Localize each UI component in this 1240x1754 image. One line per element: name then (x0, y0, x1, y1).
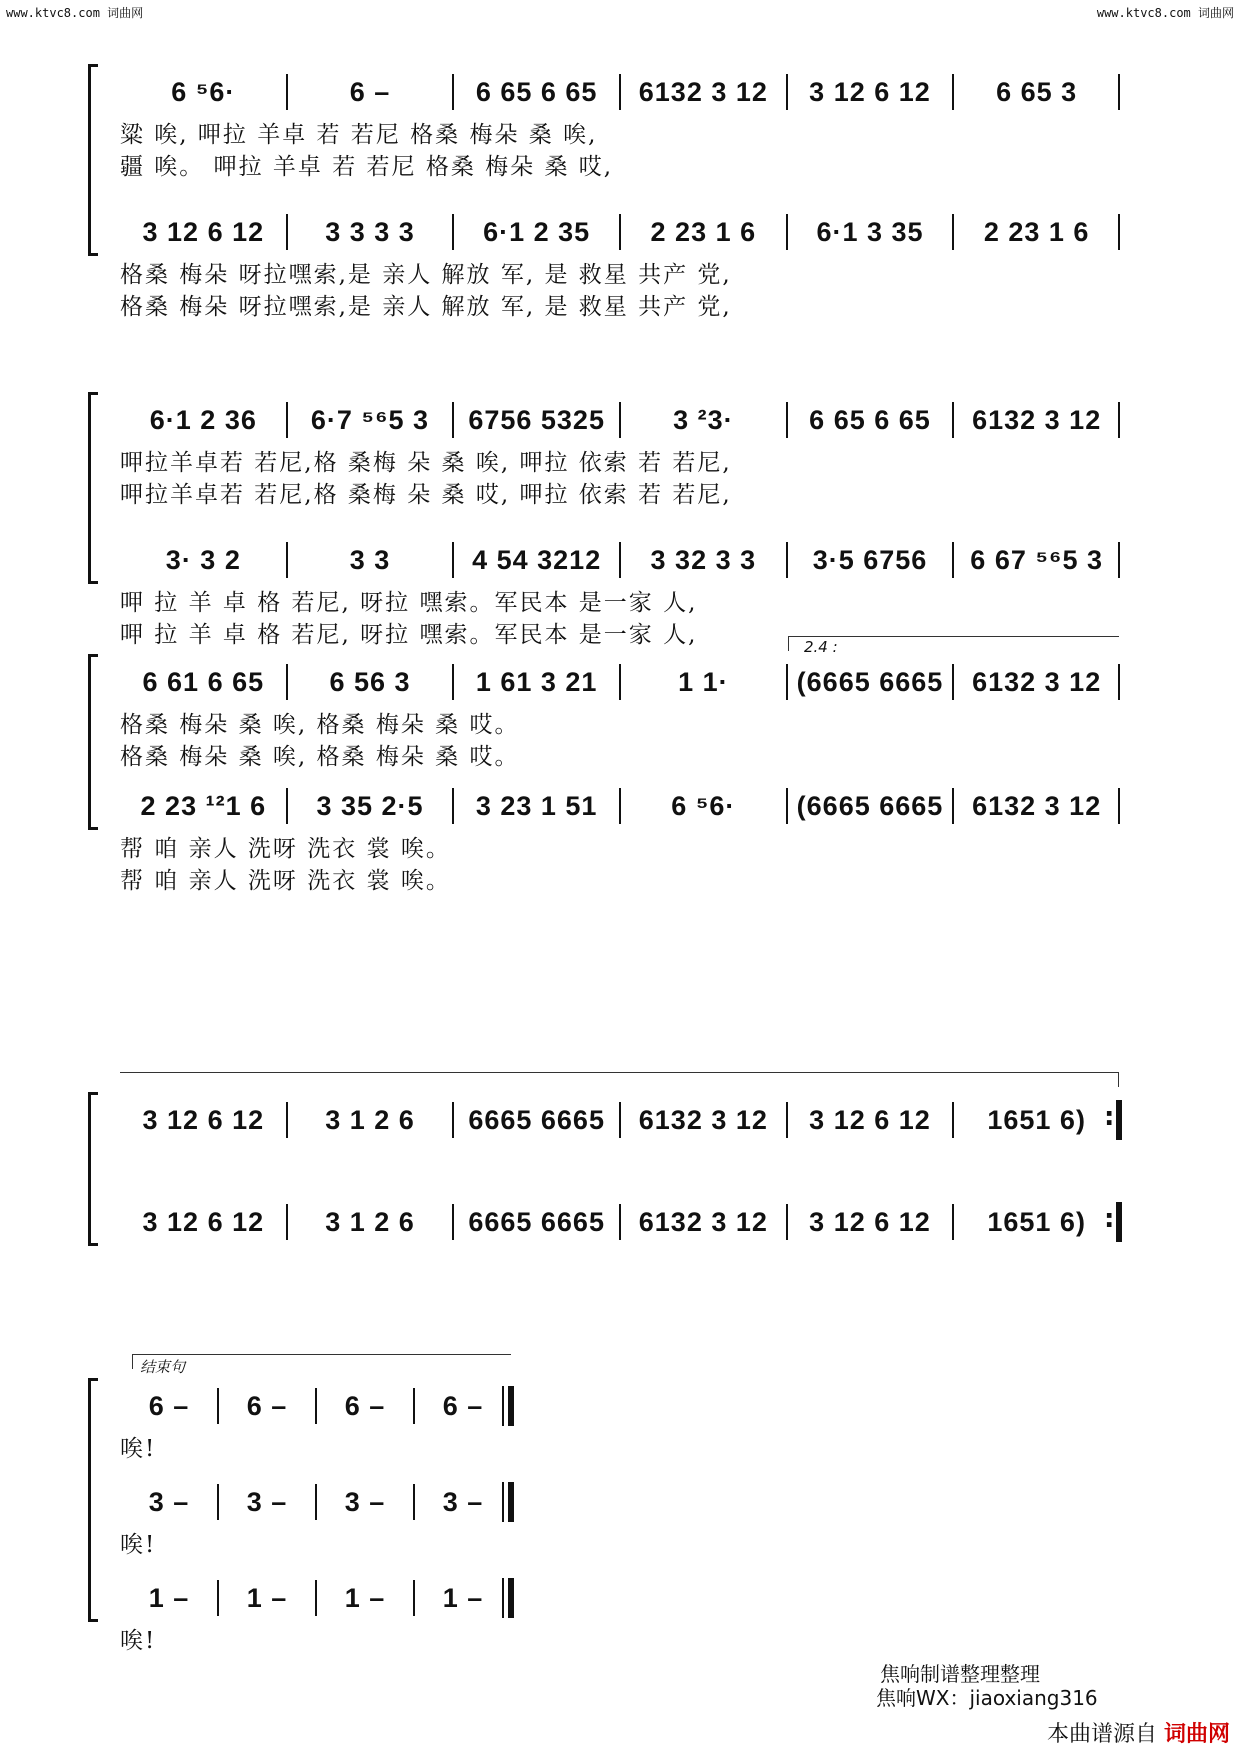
notation-row (120, 1386, 512, 1426)
measure-notes: 4 54 3212 (472, 544, 602, 575)
measure (453, 400, 620, 440)
measure-notes: 2 23 ¹²1 6 (140, 790, 267, 821)
measure (120, 540, 287, 580)
barline (452, 402, 454, 438)
arranger-credit: 焦响制谱整理整理 (880, 1662, 1040, 1686)
lyric-line: 帮 咱 亲人 洗呀 洗衣 裳 唉。 (120, 868, 451, 894)
measure-notes: 6132 3 12 (638, 1206, 768, 1237)
barline (413, 1484, 415, 1520)
barline (1118, 402, 1120, 438)
measure-notes: 2 23 1 6 (983, 216, 1090, 247)
measure-notes: 3 12 6 12 (142, 216, 265, 247)
measure (620, 400, 787, 440)
barline (452, 664, 454, 700)
measure (218, 1386, 316, 1426)
notation-row (120, 400, 1120, 440)
barline (286, 74, 288, 110)
measure (787, 662, 954, 702)
system-brace (88, 64, 98, 256)
measure-notes: 6665 6665 (468, 1206, 605, 1237)
arranger-contact: 焦响WX：jiaoxiang316 (876, 1686, 1098, 1710)
measure-notes: 1 – (442, 1582, 484, 1613)
measure-notes: 1 – (246, 1582, 288, 1613)
measure (453, 662, 620, 702)
measure (620, 540, 787, 580)
barline (452, 1204, 454, 1240)
end-repeat-barline (1116, 1100, 1122, 1140)
measure-notes: 6·1 2 36 (149, 404, 257, 435)
barline (952, 1102, 954, 1138)
final-barline (508, 1578, 514, 1618)
barline (952, 788, 954, 824)
final-barline (508, 1386, 514, 1426)
measure-notes: 2 23 1 6 (650, 216, 757, 247)
measure-notes: 1 61 3 21 (475, 666, 598, 697)
notation-row (120, 1100, 1120, 1140)
measure-notes: 3 12 6 12 (142, 1206, 265, 1237)
measure (453, 786, 620, 826)
measure-notes: 6·1 3 35 (816, 216, 924, 247)
barline (286, 1204, 288, 1240)
barline (786, 402, 788, 438)
measure-notes: 6 65 6 65 (475, 76, 598, 107)
measure-notes: 3 – (344, 1486, 386, 1517)
site-header-right: www.ktvc8.com 词曲网 (1096, 6, 1234, 20)
barline (217, 1388, 219, 1424)
lyric-line: 帮 咱 亲人 洗呀 洗衣 裳 唉。 (120, 836, 451, 862)
barline (1118, 664, 1120, 700)
measure (414, 1578, 512, 1618)
barline (619, 1204, 621, 1240)
barline (619, 1102, 621, 1138)
notation-row (120, 662, 1120, 702)
measure (287, 1100, 454, 1140)
lyric-line: 呷拉羊卓若 若尼,格 桑梅 朵 桑 唉, 呷拉 依索 若 若尼, (120, 450, 732, 476)
measure (953, 1100, 1120, 1140)
lyric-line: 粱 唉, 呷拉 羊卓 若 若尼 格桑 梅朵 桑 唉, (120, 122, 598, 148)
repeat-label: 2.4 : (804, 638, 838, 656)
measure (453, 72, 620, 112)
measure (620, 72, 787, 112)
measure (287, 400, 454, 440)
source-brand (1047, 1717, 1230, 1748)
measure-notes: 3 1 2 6 (325, 1206, 415, 1237)
measure-notes: 6 61 6 65 (142, 666, 265, 697)
barline (286, 542, 288, 578)
measure (953, 662, 1120, 702)
measure (120, 1482, 218, 1522)
measure-notes: 6132 3 12 (638, 1104, 768, 1135)
barline (286, 1102, 288, 1138)
barline (502, 1578, 504, 1618)
measure-notes: 3 – (442, 1486, 484, 1517)
measure-notes: 3 32 3 3 (650, 544, 757, 575)
measure (620, 1100, 787, 1140)
barline (452, 214, 454, 250)
measure-notes: 1651 6) (987, 1206, 1086, 1237)
barline (286, 788, 288, 824)
measure-notes: 6132 3 12 (972, 790, 1102, 821)
barline (1118, 788, 1120, 824)
section-label: 结束句 (140, 1358, 186, 1376)
barline (452, 74, 454, 110)
barline (452, 788, 454, 824)
measure-notes: 6 ⁵6· (171, 76, 236, 107)
measure-notes: 3 3 (349, 544, 391, 575)
repeat-dots: : (1104, 1204, 1115, 1234)
measure-notes: 6 65 3 (996, 76, 1078, 107)
measure (120, 662, 287, 702)
barline (502, 1386, 504, 1426)
barline (315, 1388, 317, 1424)
barline (286, 402, 288, 438)
barline (286, 664, 288, 700)
measure (287, 662, 454, 702)
measure-notes: 6 – (349, 76, 391, 107)
measure-notes: 6·7 ⁵⁶5 3 (310, 404, 430, 435)
measure (620, 212, 787, 252)
barline (1118, 74, 1120, 110)
measure-notes: 3 3 3 3 (325, 216, 415, 247)
final-barline (508, 1482, 514, 1522)
measure-notes: 1 1· (678, 666, 729, 697)
measure (120, 1202, 287, 1242)
measure (787, 400, 954, 440)
lyric-line: 格桑 梅朵 呀拉嘿索,是 亲人 解放 军, 是 救星 共产 党, (120, 294, 732, 320)
measure (287, 540, 454, 580)
measure-notes: 3 ²3· (673, 404, 734, 435)
notation-row (120, 1202, 1120, 1242)
barline (619, 664, 621, 700)
barline (619, 542, 621, 578)
measure-notes: 6756 5325 (468, 404, 605, 435)
barline (786, 1102, 788, 1138)
ending-bracket (132, 1354, 511, 1369)
barline (952, 74, 954, 110)
barline (502, 1482, 504, 1522)
measure-notes: (6665 6665 (796, 666, 944, 697)
lyric-line: 呷拉羊卓若 若尼,格 桑梅 朵 桑 哎, 呷拉 依索 若 若尼, (120, 482, 732, 508)
measure (120, 1100, 287, 1140)
measure-notes: 6 – (344, 1390, 386, 1421)
measure-notes: 6 – (148, 1390, 190, 1421)
end-repeat-barline (1116, 1202, 1122, 1242)
measure (453, 540, 620, 580)
system-brace (88, 1092, 98, 1246)
barline (952, 542, 954, 578)
notation-row (120, 1578, 512, 1618)
measure (787, 786, 954, 826)
measure (953, 1202, 1120, 1242)
repeat-bracket (120, 1072, 1119, 1087)
measure-notes: 1651 6) (987, 1104, 1086, 1135)
measure-notes: 1 – (148, 1582, 190, 1613)
measure (414, 1482, 512, 1522)
source-brand-prefix: 本曲谱源自 (1046, 1722, 1157, 1747)
notation-row (120, 212, 1120, 252)
barline (315, 1484, 317, 1520)
barline (786, 542, 788, 578)
measure-notes: 6·1 2 35 (483, 216, 591, 247)
notation-row (120, 1482, 512, 1522)
measure (453, 1100, 620, 1140)
measure (787, 1202, 954, 1242)
lyric-line: 格桑 梅朵 桑 唉, 格桑 梅朵 桑 哎。 (120, 712, 520, 738)
barline (952, 214, 954, 250)
measure-notes: 6665 6665 (468, 1104, 605, 1135)
measure (120, 1386, 218, 1426)
measure (787, 1100, 954, 1140)
measure-notes: 3 35 2·5 (316, 790, 424, 821)
barline (413, 1388, 415, 1424)
measure (120, 212, 287, 252)
lyric-line: 呷 拉 羊 卓 格 若尼, 呀拉 嘿索。军民本 是一家 人, (120, 590, 698, 616)
barline (786, 74, 788, 110)
barline (952, 664, 954, 700)
barline (619, 214, 621, 250)
measure-notes: 3 1 2 6 (325, 1104, 415, 1135)
measure (218, 1482, 316, 1522)
lyric-line: 疆 唉。 呷拉 羊卓 若 若尼 格桑 梅朵 桑 哎, (120, 154, 614, 180)
measure-notes: 6 56 3 (329, 666, 411, 697)
barline (952, 402, 954, 438)
measure-notes: 3 12 6 12 (809, 76, 931, 107)
measure-notes: 3· 3 2 (165, 544, 241, 575)
measure (316, 1578, 414, 1618)
measure-notes: 1 – (344, 1582, 386, 1613)
measure (120, 72, 287, 112)
measure-notes: 6 65 6 65 (809, 404, 931, 435)
notation-row (120, 72, 1120, 112)
measure-notes: 3 12 6 12 (809, 1104, 931, 1135)
measure (620, 662, 787, 702)
measure (287, 1202, 454, 1242)
measure (287, 72, 454, 112)
barline (786, 664, 788, 700)
measure (218, 1578, 316, 1618)
measure-notes: 6132 3 12 (638, 76, 768, 107)
repeat-dots: : (1104, 1102, 1115, 1132)
measure-notes: 6132 3 12 (972, 666, 1102, 697)
measure (120, 786, 287, 826)
measure (453, 212, 620, 252)
measure-notes: 3 12 6 12 (809, 1206, 931, 1237)
barline (217, 1484, 219, 1520)
measure (787, 72, 954, 112)
lyric-line: 唉! (120, 1436, 157, 1462)
source-brand-name: 词曲网 (1163, 1722, 1230, 1747)
barline (786, 214, 788, 250)
barline (619, 74, 621, 110)
measure-notes: 3 12 6 12 (142, 1104, 265, 1135)
barline (413, 1580, 415, 1616)
notation-row (120, 786, 1120, 826)
measure-notes: 3 – (148, 1486, 190, 1517)
measure-notes: 3 23 1 51 (475, 790, 598, 821)
measure (287, 212, 454, 252)
measure-notes: 3 – (246, 1486, 288, 1517)
measure (953, 212, 1120, 252)
measure (287, 786, 454, 826)
lyric-line: 唉! (120, 1628, 157, 1654)
measure-notes: 6 – (442, 1390, 484, 1421)
measure (120, 1578, 218, 1618)
measure (620, 786, 787, 826)
barline (952, 1204, 954, 1240)
measure (620, 1202, 787, 1242)
measure (953, 72, 1120, 112)
barline (286, 214, 288, 250)
barline (217, 1580, 219, 1616)
system-brace (88, 1378, 98, 1622)
barline (619, 788, 621, 824)
site-header-left: www.ktvc8.com 词曲网 (6, 6, 144, 20)
measure (787, 212, 954, 252)
barline (452, 542, 454, 578)
measure-notes: 6132 3 12 (972, 404, 1102, 435)
barline (452, 1102, 454, 1138)
measure-notes: 6 67 ⁵⁶5 3 (970, 544, 1103, 575)
lyric-line: 唉! (120, 1532, 157, 1558)
measure-notes: (6665 6665 (796, 790, 944, 821)
measure (316, 1386, 414, 1426)
measure (120, 400, 287, 440)
system-brace (88, 654, 98, 830)
measure (453, 1202, 620, 1242)
barline (786, 1204, 788, 1240)
barline (315, 1580, 317, 1616)
lyric-line: 格桑 梅朵 呀拉嘿索,是 亲人 解放 军, 是 救星 共产 党, (120, 262, 732, 288)
measure (953, 400, 1120, 440)
lyric-line: 呷 拉 羊 卓 格 若尼, 呀拉 嘿索。军民本 是一家 人, (120, 622, 698, 648)
system-brace (88, 392, 98, 584)
barline (786, 788, 788, 824)
barline (1118, 214, 1120, 250)
measure (414, 1386, 512, 1426)
measure (316, 1482, 414, 1522)
measure-notes: 3·5 6756 (812, 544, 928, 575)
measure (953, 786, 1120, 826)
barline (619, 402, 621, 438)
barline (1118, 542, 1120, 578)
measure (953, 540, 1120, 580)
measure (787, 540, 954, 580)
notation-row (120, 540, 1120, 580)
measure-notes: 6 – (246, 1390, 288, 1421)
measure-notes: 6 ⁵6· (671, 790, 736, 821)
lyric-line: 格桑 梅朵 桑 唉, 格桑 梅朵 桑 哎。 (120, 744, 520, 770)
